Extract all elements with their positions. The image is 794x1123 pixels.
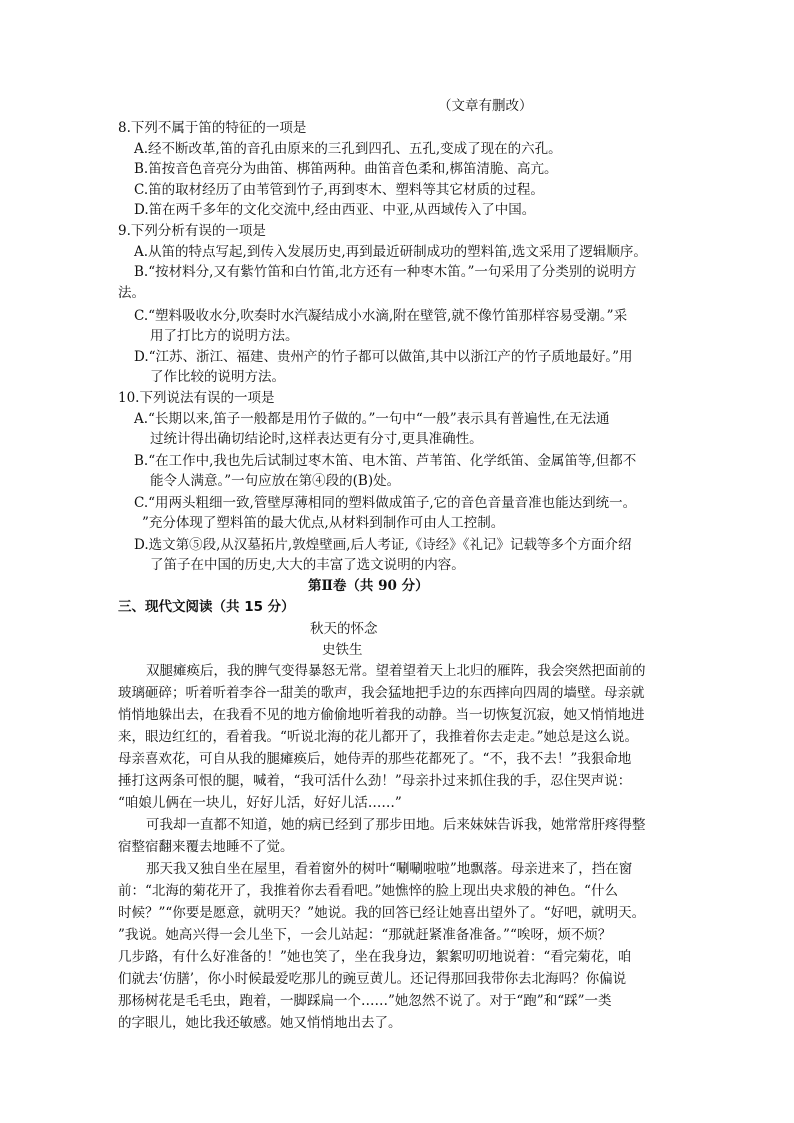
essay-line: 的字眼儿，她比我还敏感。她又悄悄地出去了。: [118, 1015, 402, 1031]
q8-stem: 8.下列不属于笛的特征的一项是: [118, 120, 307, 136]
q10-option-c-line1: C.“用两头粗细一致,管壁厚薄相同的塑料做成笛子,它的音色音量音准也能达到统一。: [134, 495, 637, 511]
essay-line: 那杨树花是毛毛虫，跑着，一脚踩扁一个……”她忽然不说了。对于“跑”和“踩”一类: [118, 993, 612, 1009]
essay-line: 来，眼边红红的，看着我。“听说北海的花儿都开了，我推着你去走走。”她总是这么说。: [118, 729, 639, 745]
q9-option-b-line1: B.“按材料分,又有紫竹笛和白竹笛,北方还有一种枣木笛。”一句采用了分类别的说明方: [134, 264, 637, 280]
q9-option-c-line1: C.“塑料吸收水分,吹奏时水汽凝结成小水滴,附在壁管,就不像竹笛那样容易受潮。”采: [134, 308, 628, 324]
q8-option-d: D.笛在两千多年的文化交流中,经由西亚、中亚,从西域传入了中国。: [134, 202, 536, 218]
q10-option-d-line1: D.选文第⑤段,从汉墓拓片,敦煌壁画,后人考证,《诗经》《礼记》记载等多个方面介绍: [134, 537, 632, 553]
q9-option-d-line1: D.“江苏、浙江、福建、贵州产的竹子都可以做笛,其中以浙江产的竹子质地最好。”用: [134, 349, 633, 365]
essay-line: 前：“北海的菊花开了，我推着你去看看吧。”她憔悴的脸上现出央求般的神色。“什么: [118, 883, 618, 899]
essay-line: 可我却一直都不知道，她的病已经到了那步田地。后来妹妹告诉我，她常常肝疼得整: [146, 817, 646, 833]
essay-line: 母亲喜欢花，可自从我的腿瘫痪后，她侍弄的那些花都死了。“不，我不去！”我狠命地: [118, 751, 632, 767]
q9-option-c-line2: 用了打比方的说明方法。: [150, 328, 299, 344]
q8-option-a: A.经不断改革,笛的音孔由原来的三孔到四孔、五孔,变成了现在的六孔。: [134, 141, 562, 157]
q8-option-b: B.笛按音色音亮分为曲笛、梆笛两种。曲笛音色柔和,梆笛清脆、高亢。: [134, 161, 558, 177]
essay-line: 悄悄地躲出去，在我看不见的地方偷偷地听着我的动静。当一切恢复沉寂，她又悄悄地进: [118, 707, 645, 723]
q10-option-b-line2: 能令人满意。”一句应放在第④段的(B)处。: [150, 473, 401, 489]
q9-option-a: A.从笛的特点写起,到传入发展历史,再到最近研制成功的塑料笛,选文采用了逻辑顺序。: [134, 244, 647, 260]
essay-line: 们就去‘仿膳’，你小时候最爱吃那儿的豌豆黄儿。还记得那回我带你去北海吗？你偏说: [118, 971, 627, 987]
essay-line: ”我说。她高兴得一会儿坐下，一会儿站起：“那就赶紧准备准备。”“唉呀，烦不烦？: [118, 927, 612, 943]
essay-line: 那天我又独自坐在屋里，看着窗外的树叶“唰唰啦啦”地飘落。母亲进来了，挡在窗: [146, 861, 633, 877]
volume-2-title: 第Ⅱ卷（共 90 分）: [308, 578, 429, 594]
q9-option-b-line2: 法。: [118, 285, 145, 301]
q10-option-c-line2: ”充分体现了塑料笛的最大优点,从材料到制作可由人工控制。: [142, 515, 505, 531]
q9-option-d-line2: 了作比较的说明方法。: [150, 369, 285, 385]
essay-line: 玻璃砸碎；听着听着李谷一甜美的歌声，我会猛地把手边的东西摔向四周的墙壁。母亲就: [118, 685, 645, 701]
q9-stem: 9.下列分析有误的一项是: [118, 223, 266, 239]
q10-option-a-line1: A.“长期以来,笛子一般都是用竹子做的。”一句中“一般”表示具有普遍性,在无法通: [134, 411, 610, 427]
essay-author: 史铁生: [322, 642, 363, 658]
section-3-title: 三、现代文阅读（共 15 分）: [118, 599, 295, 615]
essay-line: 宿整宿翻来覆去地睡不了觉。: [118, 839, 294, 855]
essay-line: 几步路，有什么好准备的！”她也笑了，坐在我身边，絮絮叨叨地说着：“看完菊花，咱: [118, 949, 632, 965]
essay-title: 秋天的怀念: [310, 621, 378, 637]
essay-line: “咱娘儿俩在一块儿，好好儿活，好好儿活……”: [118, 795, 402, 811]
q10-stem: 10.下列说法有误的一项是: [118, 390, 275, 406]
essay-line: 时候？”“你要是愿意，就明天？”她说。我的回答已经让她喜出望外了。“好吧，就明天。: [118, 905, 646, 921]
q10-option-d-line2: 了笛子在中国的历史,大大的丰富了选文说明的内容。: [150, 557, 465, 573]
q8-option-c: C.笛的取材经历了由苇管到竹子,再到枣木、塑料等其它材质的过程。: [134, 182, 544, 198]
essay-line: 捶打这两条可恨的腿，喊着，“我可活什么劲！”母亲扑过来抓住我的手，忍住哭声说：: [118, 773, 632, 789]
essay-line: 双腿瘫痪后，我的脾气变得暴怒无常。望着望着天上北归的雁阵，我会突然把面前的: [146, 663, 646, 679]
q10-option-b-line1: B.“在工作中,我也先后试制过枣木笛、电木笛、芦苇笛、化学纸笛、金属笛等,但都不: [134, 453, 637, 469]
q10-option-a-line2: 过统计得出确切结论时,这样表达更有分寸,更具准确性。: [150, 431, 483, 447]
source-note: （文章有删改）: [438, 98, 533, 114]
